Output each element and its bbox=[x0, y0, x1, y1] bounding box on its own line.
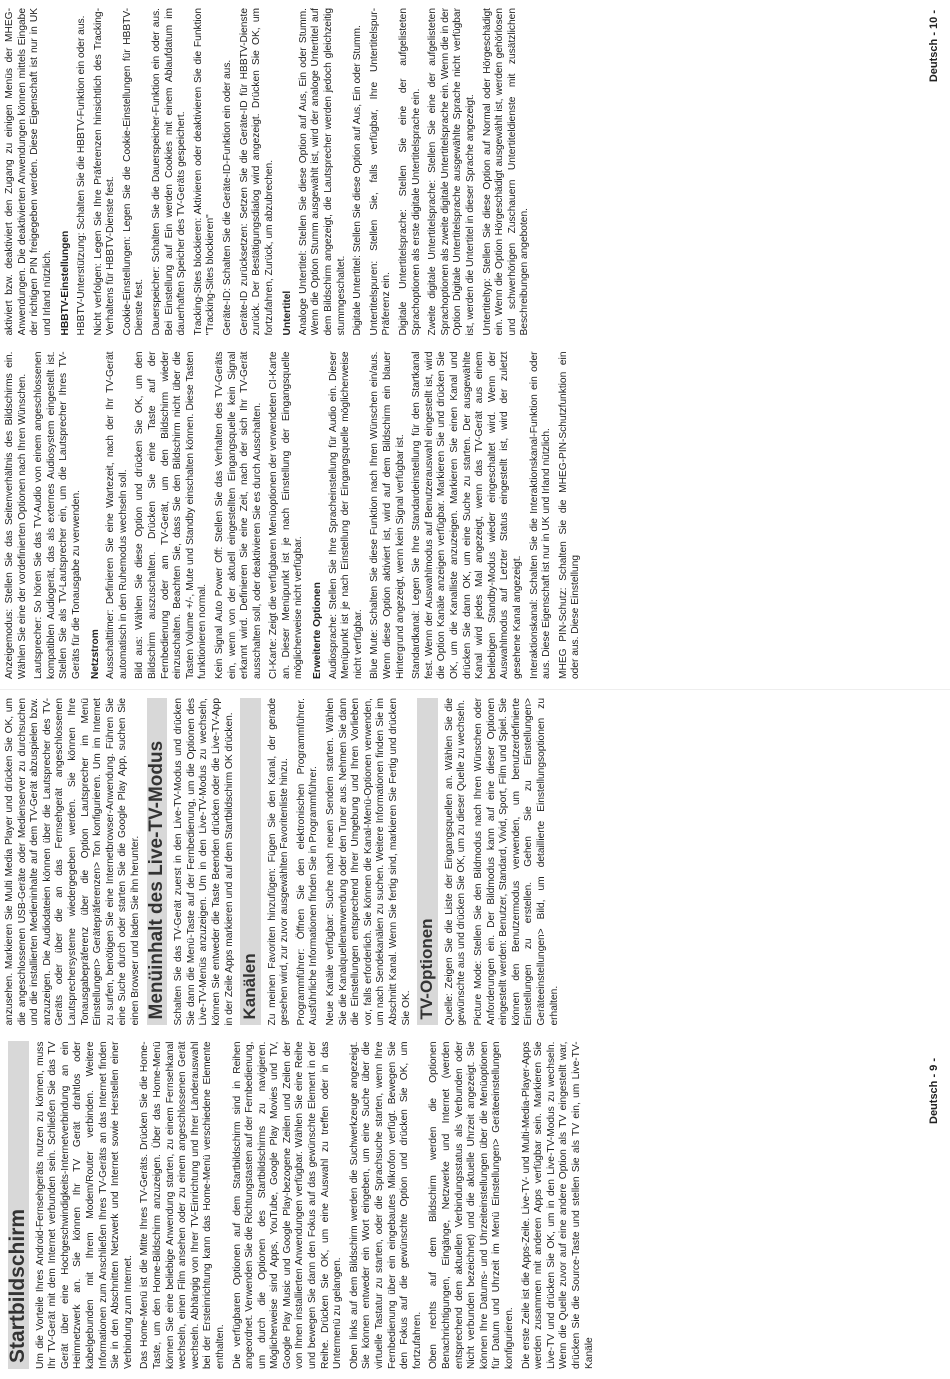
page9-column-1 bbox=[4, 1042, 910, 1370]
paragraph: Die erste Zeile ist die Apps-Zeile. Live-TV- und Multi-Media-Player-Apps werden zusammen mit anderen Apps verfügbar sein. Markieren Sie Live-TV und drücken Sie OK, um in den Live-TV-Modus zu wechseln. Wenn die Quelle zuvor auf eine andere Option als TV eingestellt war, drücken Sie die Source-Taste und stellen Sie als TV ein, um Live-TV-Kanäle bbox=[520, 1041, 595, 1369]
paragraph: Neue Kanäle verfügbar: Suche nach neuen Sendern starten. Wählen Sie die Kanalquellenanwendung oder den Tuner aus. Nehmen Sie dann die Einstellungen entsprechend Ihrer Umgebung und Ihren Vorlieben vor, falls erforderlich. Sie können die Kanal-Menü-Optionen verwenden, um nach Sendekanälen zu suchen. Weitere Informationen finden Sie im Abschnitt Kanal. Wenn Sie fertig sind, markieren Sie Fertig und drücken Sie OK. bbox=[325, 698, 412, 1026]
paragraph: HBBTV-Unterstützung: Schalten Sie die HBBTV-Funktion ein oder aus. bbox=[75, 15, 87, 336]
subheading-untertitel: Untertitel bbox=[282, 290, 294, 336]
paragraph: Geräte-ID zurücksetzen: Setzen Sie die Geräte-ID für HBBTV-Dienste zurück. Der Bestätigungsdialog wird angezeigt. Drücken Sie OK, um fortzufahren, Zurück, um abzubrechen. bbox=[238, 8, 275, 336]
paragraph: CI-Karte: Zeigt die verfügbaren Menüoptionen der verwendeten CI-Karte an. Dieser Menüpunkt ist je nach Einstellung der Eingangsquelle möglicherweise nicht verfügbar. bbox=[268, 351, 305, 679]
paragraph: Bild aus: Wählen Sie diese Option und drücken Sie OK, um den Bildschirm auszuschalten. Drücken Sie eine Taste auf der Fernbedienung oder am TV-Gerät, um den Bildschirm wieder einzuschalten. Beachten Sie, dass Sie den Bildschirm nicht über die Tasten Volume +/-, Mute und Standby einschalten können. Diese Tasten funktionieren normal. bbox=[134, 351, 209, 679]
paragraph: Blue Mute: Schalten Sie diese Funktion nach Ihren Wünschen ein/aus. Wenn diese Option aktiviert ist, wird auf dem Bildschirm ein blauer Hintergrund angezeigt, wenn kein Signal verfügbar ist. bbox=[369, 351, 406, 679]
page-divider bbox=[0, 689, 950, 690]
paragraph: Zweite digitale Untertitelsprache: Stellen Sie eine der aufgelisteten Sprachoptionen als zweite digitale Untertitelsprache ein. Wenn die in der Option Digitale Untertitelsprache ausgewählte Sprache nicht verfügbar ist, werden die Untertitel in dieser Sprache angezeigt. bbox=[427, 8, 476, 336]
paragraph: Oben links auf dem Bildschirm werden die Suchwerkzeuge angezeigt. Sie können entweder ein Wort eingeben, um eine Suche über die virtuelle Tastatur zu starten, oder die Sprachsuche starten, wenn Ihre Fernbedienung über ein eingebautes Mikrofon verfügt. Bewegen Sie den Fokus auf die gewünschte Option und drücken Sie OK, um fortzufahren. bbox=[348, 1041, 423, 1369]
page-number-footer: Deutsch - 9 - bbox=[928, 1057, 940, 1124]
paragraph: Digitale Untertitel: Stellen Sie diese Option auf Aus, Ein oder Stumm. bbox=[352, 25, 364, 336]
page-number-footer: Deutsch - 10 - bbox=[928, 10, 940, 83]
page10-column-1 bbox=[4, 352, 910, 680]
paragraph: Picture Mode: Stellen Sie den Bildmodus nach Ihren Wünschen oder Anforderungen ein. Der Bildmodus kann auf eine dieser Optionen eingestellt werden: Benutzer, Standard, Vivid, Sport, Film und Spiel. Sie können den Benutzermodus verwenden, um benutzerdefinierte Einstellungen zu erstellen. Gehen Sie zu Einstellungen> Geräteeinstellungen> Bild, um detaillierte Einstellungsoptionen zu erhalten. bbox=[473, 698, 560, 1026]
paragraph: anzusehen. Markieren Sie Multi Media Player und drücken Sie OK, um die angeschlossenen USB-Geräte oder Medienserver zu durchsuchen und die installierten Medieninhalte auf dem TV-Gerät abzuspielen bzw. anzuzeigen. Die Audiodateien können über die Lautsprecher des TV-Geräts oder über die an das Fernsehgerät angeschlossenen Lautsprechersysteme wiedergegeben werden. Sie können Ihre Tonausgabepräferenz über die Option Lautsprecher im Menü Einstellungen> Gerätepräferenzen> Ton konfigurieren. Um im Internet zu surfen, benötigen Sie eine Internetbrowser-Anwendung. Führen Sie eine Suche durch oder starten Sie die Google Play App, suchen Sie einen Browser und laden Sie ihn herunter. bbox=[4, 698, 141, 1026]
paragraph: Zu meinen Favoriten hinzufügen: Fügen Sie den Kanal, der gerade gesehen wird, zur zuvor ausgewählten Favoritenliste hinzu. bbox=[266, 698, 291, 1026]
paragraph: Die verfügbaren Optionen auf dem Startbildschirm sind in Reihen angeordnet. Verwenden Sie die Richtungstasten auf der Fernbedienung, um durch die Optionen des Startbildschirms zu navigieren. Möglicherweise sind Apps, YouTube, Google Play Movies und TV, Google Play Music und Google Play-bezogene Zeilen und Zeilen der von Ihnen installierten Anwendungen verfügbar. Wählen Sie eine Reihe und bewegen Sie dann den Fokus auf das gewünschte Element in der Reihe. Drücken Sie OK, um eine Auswahl zu treffen oder in das Untermenü zu gelangen. bbox=[231, 1041, 344, 1369]
paragraph: Cookie-Einstellungen: Legen Sie die Cookie-Einstellungen für HBBTV-Dienste fest. bbox=[121, 8, 146, 336]
paragraph: Oben rechts auf dem Bildschirm werden die Optionen Benachrichtigungen, Eingänge, Netzwerke und Internet (werden entsprechend dem aktuellen Verbindungsstatus als Verbunden oder Nicht verbunden bezeichnet) und die aktuelle Uhrzeit angezeigt. Sie können Ihre Datums- und Uhrzeiteinstellungen über die Menüoptionen für Datum und Uhrzeit im Menü Einstellungen> Geräteeinstellungen konfigurieren. bbox=[428, 1041, 515, 1369]
paragraph: Um die Vorteile Ihres Android-Fernsehgeräts nutzen zu können, muss Ihr TV-Gerät mit dem Internet verbunden sein. Schließen Sie das TV Gerät über eine Hochgeschwindigkeits-Internetverbindung an ein Heimnetzwerk an. Sie können Ihr TV Gerät drahtlos oder kabelgebunden mit Ihrem Modem/Router verbinden. Weitere Informationen zum Anschließen Ihres TV-Geräts an das Internet finden Sie in den Abschnitten Netzwerk und Internet sowie Herstellen einer Verbindung zum Internet. bbox=[34, 1041, 134, 1369]
paragraph: Interaktionskanal: Schalten Sie die Interaktionskanal-Funktion ein oder aus. Diese Eigenschaft ist nur in UK und Irland nützlich. bbox=[528, 351, 553, 679]
paragraph: Dauerspeicher: Schalten Sie die Dauerspeicher-Funktion ein oder aus. Bei Einstellung auf Ein werden Cookies mit einem Ablaufdatum im dauerhaften Speicher des TV-Geräts gespeichert. bbox=[150, 8, 188, 336]
paragraph: Tracking-Sites blockieren: Aktivieren oder deaktivieren Sie die Funktion "Tracking-Sites blockieren" bbox=[192, 8, 217, 336]
paragraph: Das Home-Menü ist die Mitte Ihres TV-Geräts. Drücken Sie die Home-Taste, um den Home-Bildschirm anzuzeigen. Über das Home-Menü können Sie eine beliebige Anwendung starten, zu einem Fernsehkanal wechseln, einen Film ansehen oder zu einem angeschlossenen Gerät wechseln. Abhängig von Ihrer TV-Einrichtung und Ihrer Länderauswahl bei der Ersteinrichtung kann das Home-Menü verschiedene Elemente enthalten. bbox=[139, 1041, 226, 1369]
paragraph: Untertiteltyp: Stellen Sie diese Option auf Normal oder Hörgeschädigt ein. Wenn die Option Hörgeschädigt ausgewählt ist, werden gehörlosen und schwerhörigen Zuschauern Untertiteldienste mit zusätzlichen Beschreibungen angeboten. bbox=[481, 8, 531, 336]
page-9 bbox=[0, 690, 950, 1379]
paragraph: Audiosprache: Stellen Sie Ihre Spracheinstellung für Audio ein. Dieser Menüpunkt ist je nach Einstellung der Eingangsquelle möglicherweise nicht verfügbar. bbox=[327, 351, 364, 679]
page9-column-2 bbox=[4, 698, 910, 1026]
page-10 bbox=[0, 0, 950, 689]
paragraph: Quelle: Zeigen Sie die Liste der Eingangsquellen an. Wählen Sie die gewünschte aus und drücken Sie OK, um zu dieser Quelle zu wechseln. bbox=[443, 698, 468, 1026]
paragraph: Nicht verfolgen: Legen Sie Ihre Präferenzen hinsichtlich des Tracking-Verhaltens für HBBTV-Dienste fest. bbox=[92, 8, 117, 336]
paragraph: Untertitelspuren: Stellen Sie, falls verfügbar, Ihre Untertitelspur-Präferenz ein. bbox=[368, 8, 393, 336]
section-heading-live-tv-menu: Menüinhalt des Live-TV-Modus bbox=[147, 698, 168, 1026]
paragraph: Schalten Sie das TV-Gerät zuerst in den Live-TV-Modus und drücken Sie dann die Menü-Taste auf der Fernbedienung, um die Optionen des Live-TV-Menüs anzuzeigen. Um in den Live-TV-Modus zu wechseln, können Sie entweder die Taste Beenden drücken oder die Live-TV-App in der Zeile Apps markieren und auf dem Startbildschirm OK drücken. bbox=[173, 698, 235, 1026]
paragraph: Ausschalttimer: Definieren Sie eine Wartezeit, nach der Ihr TV-Gerät automatisch in den Ruhemodus wechseln soll. bbox=[105, 351, 129, 679]
paragraph: Digitale Untertitelsprache: Stellen Sie eine der aufgelisteten Sprachoptionen als erste digitale Untertitelsprache ein. bbox=[398, 8, 422, 336]
subheading-erweiterte-optionen: Erweiterte Optionen bbox=[312, 582, 324, 679]
subheading-netzstrom: Netzstrom bbox=[89, 629, 101, 679]
section-heading-startbildschirm: Startbildschirm bbox=[8, 1042, 29, 1370]
paragraph: Kein Signal Auto Power Off: Stellen Sie das Verhalten des TV-Geräts ein, wenn von der aktuell eingestellten Eingangsquelle kein Signal erkannt wird. Definieren Sie eine Zeit, nach der sich Ihr TV-Gerät ausschalten soll, oder deaktivieren Sie es durch Ausschalten. bbox=[213, 351, 263, 679]
paragraph: Anzeigemodus: Stellen Sie das Seitenverhältnis des Bildschirms ein. Wählen Sie eine der vordefinierten Optionen nach Ihren Wünschen. bbox=[4, 351, 28, 679]
section-heading-tv-optionen: TV-Optionen bbox=[417, 698, 438, 1026]
paragraph: Analoge Untertitel: Stellen Sie diese Option auf Aus, Ein oder Stumm. Wenn die Option Stumm ausgewählt ist, wird der analoge Untertitel auf dem Bildschirm angezeigt, die Lautsprecher werden jedoch gleichzeitig stummgeschaltet. bbox=[297, 8, 347, 336]
paragraph: Standardkanal: Legen Sie Ihre Standardeinstellung für den Startkanal fest. Wenn der Auswahlmodus auf Benutzerauswahl eingestellt ist, wird die Option Kanäle anzeigen verfügbar. Markieren Sie und drücken Sie OK, um die Kanalliste anzuzeigen. Markieren Sie einen Kanal und drücken Sie dann OK, um eine Suche zu starten. Der ausgewählte Kanal wird jedes Mal angezeigt, wenn das TV-Gerät aus einem beliebigen Standby-Modus wieder eingeschaltet wird. Wenn der Auswahlmodus auf Letzter Status eingestellt ist, wird der zuletzt gesehene Kanal angezeigt. bbox=[411, 351, 523, 679]
paragraph: aktiviert bzw. deaktiviert den Zugang zu einigen Menüs der MHEG-Anwendungen. Die deaktivierten Anwendungen können mittels Eingabe der richtigen PIN freigegeben werden. Diese Eigenschaft ist nur in UK und Irland nützlich. bbox=[4, 8, 53, 336]
page10-column-2 bbox=[4, 8, 910, 336]
paragraph: Geräte-ID: Schalten Sie die Geräte-ID-Funktion ein oder aus. bbox=[221, 59, 233, 336]
paragraph: MHEG PIN-Schutz: Schalten Sie die MHEG-PIN-Schutzfunktion ein oder aus. Diese Einstellung bbox=[557, 351, 582, 679]
subheading-hbbtv: HBBTV-Einstellungen bbox=[60, 230, 72, 336]
paragraph: Lautsprecher: So hören Sie das TV-Audio von einem angeschlossenen kompatiblen Audiogerät, das als externes Audiosystem eingestellt ist. Stellen Sie als TV-Lautsprecher ein, um die Lautsprecher Ihres TV-Geräts für die Tonausgabe zu verwenden. bbox=[33, 351, 82, 679]
paragraph: Programmführer: Öffnen Sie den elektronischen Programmführer. Ausführliche Informationen finden Sie in Programmführer. bbox=[295, 698, 320, 1026]
section-heading-kanaele: Kanälen bbox=[240, 698, 261, 1026]
